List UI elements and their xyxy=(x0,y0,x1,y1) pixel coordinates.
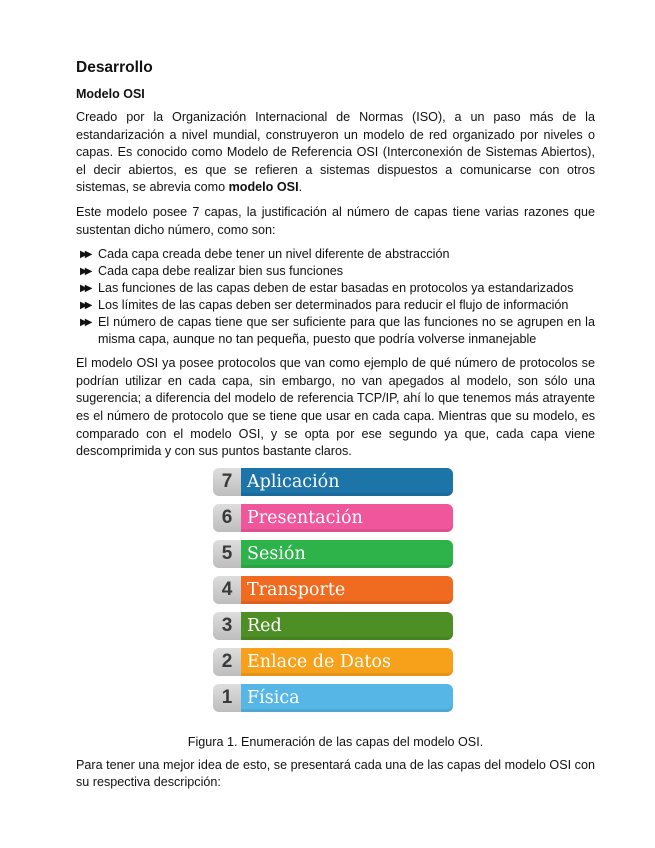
osi-layers-figure xyxy=(213,468,453,714)
layers-reason-paragraph: Este modelo posee 7 capas, la justificación al número de capas tiene varias razones que sustentan dicho número, como son: xyxy=(76,204,595,237)
list-item-text: Los límites de las capas deben ser determinados para reducir el flujo de información xyxy=(98,298,569,313)
double-arrow-icon: ▶▶ xyxy=(80,300,90,312)
double-arrow-icon: ▶▶ xyxy=(80,317,90,329)
layer-7 xyxy=(213,468,453,496)
list-item xyxy=(76,246,595,263)
layer-4 xyxy=(213,576,453,604)
layer-number: 3 xyxy=(213,612,241,640)
layer-name: Física xyxy=(241,684,453,712)
intro-paragraph xyxy=(76,109,595,197)
layer-name: Transporte xyxy=(241,576,453,604)
layer-name: Red xyxy=(241,612,453,640)
double-arrow-icon: ▶▶ xyxy=(80,266,90,278)
intro-bold-term: modelo OSI xyxy=(228,180,299,195)
layer-name: Sesión xyxy=(241,540,453,568)
layer-5 xyxy=(213,540,453,568)
layer-name: Presentación xyxy=(241,504,453,532)
document-page xyxy=(76,58,595,799)
list-item-text: El número de capas tiene que ser suficiente para que las funciones no se agrupen en la misma capa, aunque no tan pequeña, puesto que podría volverse inmanejable xyxy=(98,315,595,347)
layer-number: 6 xyxy=(213,504,241,532)
figure-caption: Figura 1. Enumeración de las capas del modelo OSI. xyxy=(187,734,484,749)
layer-3 xyxy=(213,612,453,640)
list-item xyxy=(76,280,595,297)
double-arrow-icon: ▶▶ xyxy=(80,249,90,261)
layer-6 xyxy=(213,504,453,532)
layer-number: 5 xyxy=(213,540,241,568)
list-item xyxy=(76,263,595,280)
list-item-text: Las funciones de las capas deben de estar basadas en protocolos ya estandarizados xyxy=(98,281,574,296)
section-heading: Modelo OSI xyxy=(76,87,145,101)
layer-name: Enlace de Datos xyxy=(241,648,453,676)
page-heading: Desarrollo xyxy=(76,59,153,76)
list-item xyxy=(76,314,595,348)
intro-end: . xyxy=(298,180,303,195)
closing-paragraph: Para tener una mejor idea de esto, se presentará cada una de las capas del modelo OSI con su respectiva descripción: xyxy=(76,757,595,790)
protocols-paragraph: El modelo OSI ya posee protocolos que van como ejemplo de qué número de protocolos se podrían utilizar en cada capa, sin embargo, no van apegados al modelo, son sólo una sugerencia; a diferencia del modelo de referencia TCP/IP, ahí lo que tenemos más atrayente es el número de protocolo que se tiene que usar en cada capa. Mientras que su modelo, es comparado con el modelo OSI, y se opta por ese segundo ya que, cada capa viene descomprimida y con sus puntos bastante claros. xyxy=(76,356,595,459)
list-item-text: Cada capa creada debe tener un nivel diferente de abstracción xyxy=(98,247,450,262)
layer-number: 4 xyxy=(213,576,241,604)
reasons-list xyxy=(76,246,595,348)
list-item xyxy=(76,297,595,314)
layer-number: 1 xyxy=(213,684,241,712)
layer-name: Aplicación xyxy=(241,468,453,496)
layer-number: 7 xyxy=(213,468,241,496)
layer-1 xyxy=(213,684,453,712)
layer-number: 2 xyxy=(213,648,241,676)
layer-2 xyxy=(213,648,453,676)
double-arrow-icon: ▶▶ xyxy=(80,283,90,295)
intro-text: Creado por la Organización Internacional de Normas (ISO), a un paso más de la estandarización a nivel mundial, construyeron un modelo de red organizado por niveles o capas. Es conocido como Modelo de Referencia OSI (Interconexión de Sistemas Abiertos), el decir abiertos, es que se refieren a sistemas dispuestos a comunicarse con otros sistemas, se abrevia como xyxy=(76,110,595,195)
list-item-text: Cada capa debe realizar bien sus funciones xyxy=(98,264,344,279)
